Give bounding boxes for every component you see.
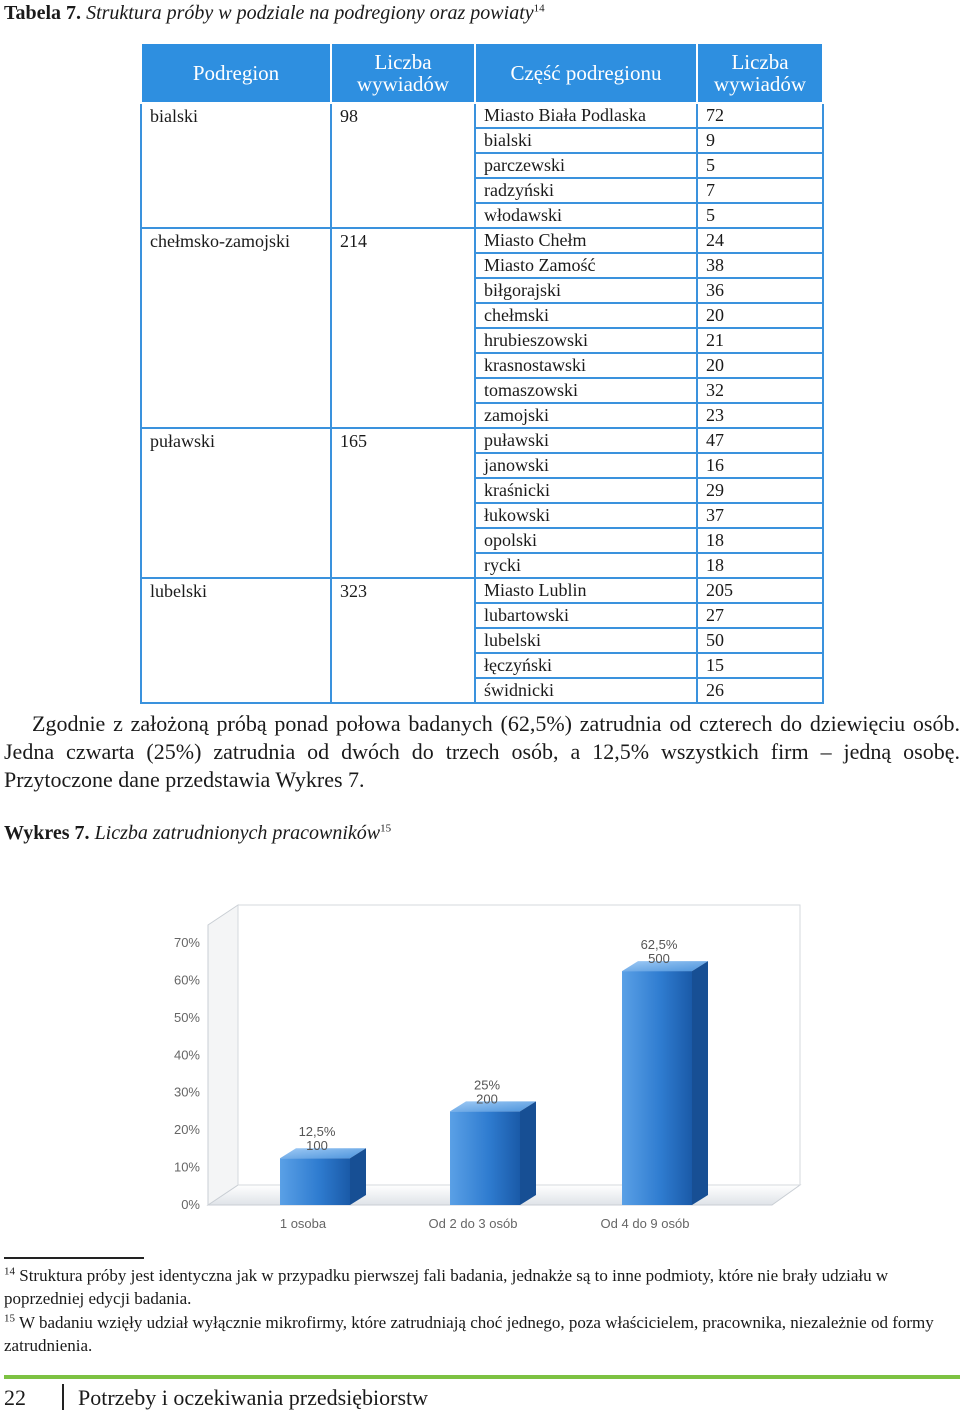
- y-axis: [174, 935, 200, 1212]
- table-caption-title: Struktura próby w podziale na podregiony oraz powiaty: [86, 2, 534, 24]
- cell-podregion: [141, 203, 331, 228]
- cell-czesc-count: 9: [697, 128, 823, 153]
- cell-podregion: [141, 603, 331, 628]
- cell-czesc-count: 18: [697, 553, 823, 578]
- cell-podregion: bialski: [141, 103, 331, 128]
- cell-czesc-count: 24: [697, 228, 823, 253]
- cell-czesc-count: 20: [697, 353, 823, 378]
- table-row: [141, 253, 823, 278]
- data-label-percent: 62,5%: [640, 937, 678, 953]
- table-row: [141, 403, 823, 428]
- table-caption: [4, 2, 545, 25]
- cell-podregion-count: [331, 253, 475, 278]
- employees-bar-chart: [160, 885, 802, 1235]
- footnote-ref: 14: [533, 2, 545, 15]
- cell-podregion-count: [331, 553, 475, 578]
- cell-podregion: [141, 253, 331, 278]
- cell-czesc-podregionu: Miasto Biała Podlaska: [475, 103, 697, 128]
- cell-czesc-count: 5: [697, 153, 823, 178]
- cell-czesc-count: 27: [697, 603, 823, 628]
- cell-czesc-count: 15: [697, 653, 823, 678]
- table-row: [141, 603, 823, 628]
- footer-divider: [4, 1375, 960, 1379]
- x-axis: [280, 1216, 690, 1231]
- cell-podregion-count: 98: [331, 103, 475, 128]
- cell-podregion-count: [331, 178, 475, 203]
- cell-czesc-podregionu: łęczyński: [475, 653, 697, 678]
- cell-czesc-podregionu: kraśnicki: [475, 478, 697, 503]
- footnote-num: 15: [4, 1312, 15, 1325]
- cell-czesc-podregionu: świdnicki: [475, 678, 697, 703]
- y-tick-label: 70%: [173, 935, 200, 950]
- cell-podregion: [141, 503, 331, 528]
- cell-czesc-count: 37: [697, 503, 823, 528]
- bar: [450, 1111, 520, 1205]
- cell-podregion-count: [331, 353, 475, 378]
- table-row: [141, 303, 823, 328]
- cell-podregion-count: [331, 153, 475, 178]
- cell-podregion: [141, 453, 331, 478]
- cell-podregion: [141, 478, 331, 503]
- x-tick-label: Od 4 do 9 osób: [600, 1216, 690, 1231]
- bar-side: [350, 1148, 366, 1205]
- cell-podregion-count: [331, 653, 475, 678]
- footnote-text: Struktura próby jest identyczna jak w przypadku pierwszej fali badania, jednakże są to inne podmioty, które nie brały udziału w poprzedniej edycji badania.: [4, 1266, 889, 1308]
- x-tick-label: Od 2 do 3 osób: [428, 1216, 518, 1231]
- cell-czesc-podregionu: zamojski: [475, 403, 697, 428]
- table-row: [141, 178, 823, 203]
- cell-czesc-count: 16: [697, 453, 823, 478]
- cell-czesc-count: 7: [697, 178, 823, 203]
- chart-side-wall: [208, 905, 238, 1205]
- y-tick-label: 40%: [173, 1047, 200, 1063]
- cell-czesc-podregionu: rycki: [475, 553, 697, 578]
- table-row: [141, 278, 823, 303]
- cell-podregion-count: [331, 453, 475, 478]
- cell-czesc-podregionu: radzyński: [475, 178, 697, 203]
- page-footer: [4, 1384, 428, 1411]
- cell-podregion-count: [331, 528, 475, 553]
- body-paragraph: [4, 710, 960, 794]
- table-row: [141, 453, 823, 478]
- table-caption-label: Tabela 7.: [4, 2, 82, 24]
- cell-podregion-count: [331, 328, 475, 353]
- cell-czesc-podregionu: bialski: [475, 128, 697, 153]
- table-row: [141, 478, 823, 503]
- cell-czesc-count: 205: [697, 578, 823, 603]
- sample-structure-table: [140, 42, 824, 704]
- table-row: [141, 328, 823, 353]
- table-row: [141, 228, 823, 253]
- cell-czesc-podregionu: chełmski: [475, 303, 697, 328]
- table-row: [141, 203, 823, 228]
- cell-podregion-count: [331, 503, 475, 528]
- cell-czesc-count: 38: [697, 253, 823, 278]
- cell-czesc-podregionu: Miasto Lublin: [475, 578, 697, 603]
- col-header-liczba-wywiadow: Liczba wywiadów: [331, 43, 475, 103]
- table-body: [141, 103, 823, 703]
- cell-podregion: [141, 403, 331, 428]
- table-row: [141, 553, 823, 578]
- cell-czesc-count: 72: [697, 103, 823, 128]
- cell-czesc-podregionu: parczewski: [475, 153, 697, 178]
- cell-podregion-count: [331, 628, 475, 653]
- footnote-num: 14: [4, 1265, 15, 1278]
- cell-podregion-count: [331, 303, 475, 328]
- table-row: [141, 428, 823, 453]
- cell-czesc-podregionu: lubartowski: [475, 603, 697, 628]
- data-label-percent: 12,5%: [298, 1124, 336, 1140]
- col-header-czesc-podregionu: Część podregionu: [475, 43, 697, 103]
- cell-podregion-count: [331, 128, 475, 153]
- table-row: [141, 653, 823, 678]
- y-tick-label: 50%: [173, 1009, 200, 1025]
- footnote-15: [4, 1311, 960, 1357]
- table-row: [141, 378, 823, 403]
- cell-czesc-count: 50: [697, 628, 823, 653]
- cell-podregion-count: 323: [331, 578, 475, 603]
- cell-czesc-podregionu: biłgorajski: [475, 278, 697, 303]
- cell-czesc-count: 5: [697, 203, 823, 228]
- cell-podregion: [141, 303, 331, 328]
- cell-podregion: lubelski: [141, 578, 331, 603]
- cell-czesc-podregionu: tomaszowski: [475, 378, 697, 403]
- cell-czesc-count: 36: [697, 278, 823, 303]
- cell-podregion: chełmsko-zamojski: [141, 228, 331, 253]
- data-label-count: 500: [648, 951, 670, 967]
- cell-czesc-podregionu: janowski: [475, 453, 697, 478]
- running-title: Potrzeby i oczekiwania przedsiębiorstw: [78, 1385, 429, 1410]
- table-row: [141, 103, 823, 128]
- cell-podregion: [141, 628, 331, 653]
- cell-podregion: [141, 278, 331, 303]
- cell-czesc-podregionu: puławski: [475, 428, 697, 453]
- table-header-row: [141, 43, 823, 103]
- bar-side: [692, 961, 708, 1205]
- cell-czesc-podregionu: lubelski: [475, 628, 697, 653]
- cell-czesc-count: 23: [697, 403, 823, 428]
- cell-czesc-count: 20: [697, 303, 823, 328]
- table-row: [141, 353, 823, 378]
- cell-podregion-count: [331, 478, 475, 503]
- cell-podregion-count: [331, 603, 475, 628]
- table-row: [141, 678, 823, 703]
- cell-podregion: [141, 678, 331, 703]
- chart-caption: [4, 822, 391, 845]
- bar: [622, 971, 692, 1205]
- bar-side: [520, 1101, 536, 1205]
- y-tick-label: 10%: [173, 1159, 200, 1175]
- cell-czesc-podregionu: Miasto Zamość: [475, 253, 697, 278]
- cell-czesc-podregionu: Miasto Chełm: [475, 228, 697, 253]
- table-row: [141, 528, 823, 553]
- cell-czesc-podregionu: krasnostawski: [475, 353, 697, 378]
- cell-czesc-count: 32: [697, 378, 823, 403]
- cell-podregion: [141, 178, 331, 203]
- cell-podregion-count: 165: [331, 428, 475, 453]
- cell-czesc-count: 18: [697, 528, 823, 553]
- bar: [280, 1158, 350, 1205]
- table-row: [141, 153, 823, 178]
- cell-podregion: puławski: [141, 428, 331, 453]
- cell-czesc-count: 21: [697, 328, 823, 353]
- cell-czesc-podregionu: hrubieszowski: [475, 328, 697, 353]
- paragraph-text: Zgodnie z założoną próbą ponad połowa badanych (62,5%) zatrudnia od czterech do dziewięciu osób. Jedna czwarta (25%) zatrudnia od dwóch do trzech osób, a 12,5% wszystkich firm – jedną osobę. Przytoczone dane przedstawia Wykres 7.: [4, 711, 960, 792]
- cell-podregion: [141, 353, 331, 378]
- y-tick-label: 20%: [173, 1122, 200, 1138]
- cell-podregion: [141, 328, 331, 353]
- y-tick-label: 0%: [181, 1197, 200, 1212]
- cell-podregion-count: [331, 678, 475, 703]
- footnote-rule: [4, 1257, 144, 1259]
- table-row: [141, 578, 823, 603]
- cell-podregion-count: [331, 203, 475, 228]
- cell-czesc-count: 47: [697, 428, 823, 453]
- cell-czesc-podregionu: łukowski: [475, 503, 697, 528]
- footnote-text: W badaniu wzięły udział wyłącznie mikrofirmy, które zatrudniają choć jednego, poza właścicielem, pracownika, niezależnie od formy zatrudnienia.: [4, 1313, 934, 1355]
- data-label-count: 200: [476, 1091, 498, 1107]
- y-tick-label: 30%: [173, 1084, 200, 1100]
- cell-podregion-count: [331, 378, 475, 403]
- cell-czesc-count: 26: [697, 678, 823, 703]
- cell-podregion-count: 214: [331, 228, 475, 253]
- cell-podregion: [141, 153, 331, 178]
- x-tick-label: 1 osoba: [279, 1216, 327, 1231]
- footnote-ref: 15: [380, 822, 392, 835]
- data-label-count: 100: [306, 1138, 328, 1154]
- cell-czesc-count: 29: [697, 478, 823, 503]
- chart-caption-title: Liczba zatrudnionych pracowników: [94, 822, 381, 844]
- cell-podregion: [141, 528, 331, 553]
- col-header-podregion: Podregion: [141, 43, 331, 103]
- cell-podregion: [141, 378, 331, 403]
- table-row: [141, 503, 823, 528]
- col-header-liczba-wywiadow-czesc: Liczba wywiadów: [697, 43, 823, 103]
- chart-caption-label: Wykres 7.: [4, 822, 90, 844]
- footer-separator: [62, 1384, 64, 1410]
- cell-podregion: [141, 653, 331, 678]
- cell-podregion: [141, 128, 331, 153]
- cell-czesc-podregionu: włodawski: [475, 203, 697, 228]
- cell-podregion: [141, 553, 331, 578]
- page-number: 22: [4, 1385, 26, 1410]
- table-row: [141, 128, 823, 153]
- cell-czesc-podregionu: opolski: [475, 528, 697, 553]
- cell-podregion-count: [331, 403, 475, 428]
- cell-podregion-count: [331, 278, 475, 303]
- footnote-14: [4, 1264, 960, 1310]
- y-tick-label: 60%: [173, 972, 200, 988]
- table-row: [141, 628, 823, 653]
- data-label-percent: 25%: [473, 1077, 501, 1093]
